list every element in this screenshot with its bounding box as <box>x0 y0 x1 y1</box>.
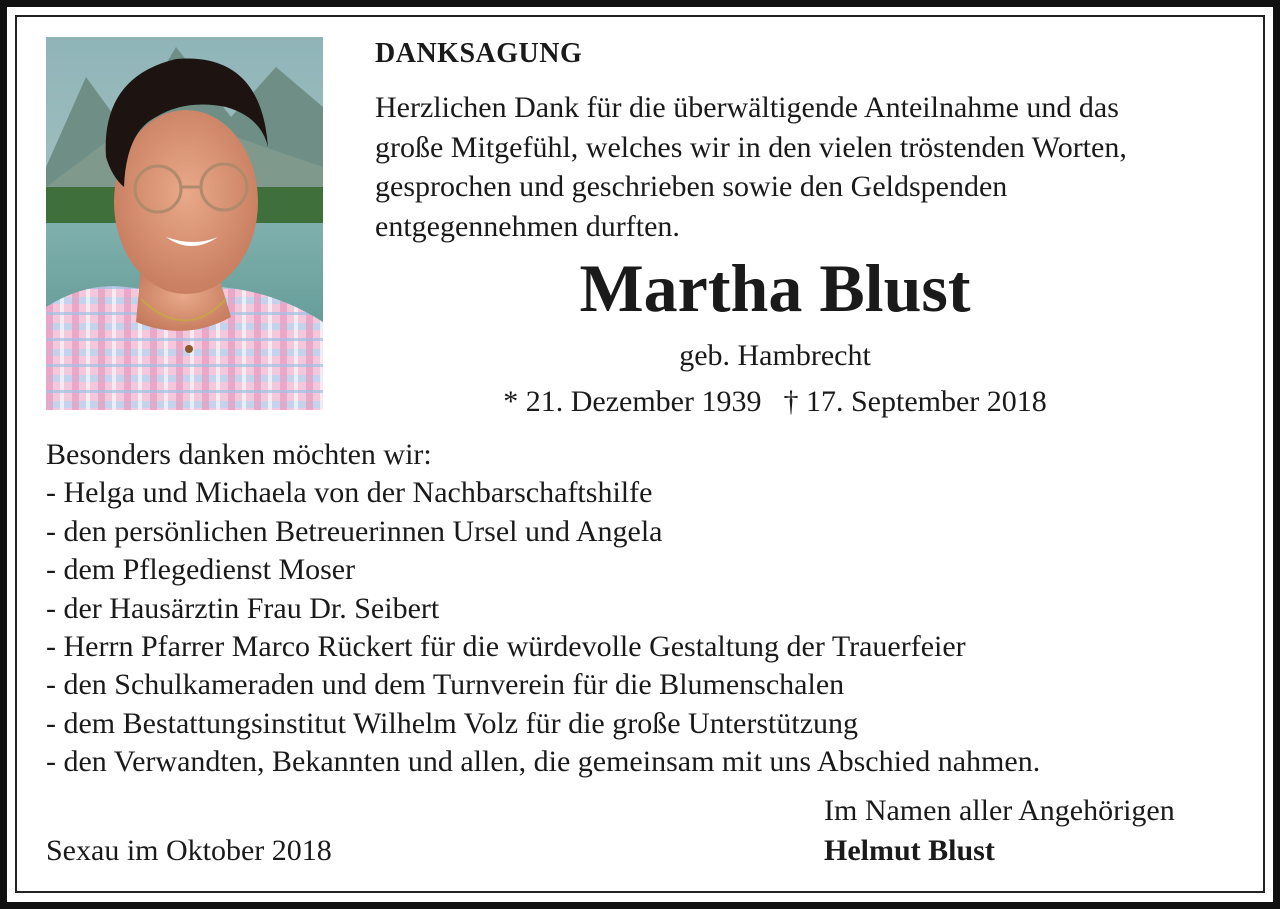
birth-date: * 21. Dezember 1939 <box>503 385 762 418</box>
thanks-item: - den Schulkameraden und dem Turnverein für die Blumenschalen <box>46 668 845 702</box>
thanks-item: - der Hausärztin Frau Dr. Seibert <box>46 591 440 625</box>
birth-name: geb. Hambrecht <box>679 339 871 372</box>
signoff-line: Im Namen aller Angehörigen <box>824 794 1175 827</box>
death-date: † 17. September 2018 <box>783 385 1047 418</box>
thanks-item: - dem Pflegedienst Moser <box>46 553 356 587</box>
thanks-item: - Herrn Pfarrer Marco Rückert für die würdevolle Gestaltung der Trauerfeier <box>46 630 966 664</box>
intro-line: große Mitgefühl, welches wir in den vielen tröstenden Worten, <box>375 130 1127 164</box>
place-date: Sexau im Oktober 2018 <box>46 834 332 867</box>
thanks-list <box>46 474 1246 781</box>
thanks-item: - Helga und Michaela von der Nachbarschaftshilfe <box>46 476 653 510</box>
portrait-photo <box>46 37 323 410</box>
life-dates <box>375 383 1175 421</box>
intro-line: gesprochen und geschrieben sowie den Geldspenden <box>375 170 1008 203</box>
thanks-section <box>46 436 1246 782</box>
thanks-item: - den Verwandten, Bekannten und allen, die gemeinsam mit uns Abschied nahmen. <box>46 745 1041 779</box>
thanks-intro: Besonders danken möchten wir: <box>46 438 432 471</box>
intro-text <box>375 88 1235 246</box>
thanks-item: - dem Bestattungsinstitut Wilhelm Volz für die große Unterstützung <box>46 706 859 740</box>
deceased-name: Martha Blust <box>579 250 971 326</box>
intro-line: Herzlichen Dank für die überwältigende Anteilnahme und das <box>375 91 1119 124</box>
signoff-block <box>824 791 1175 871</box>
notice-heading: DANKSAGUNG <box>375 38 583 69</box>
intro-line: entgegennehmen durften. <box>375 209 680 243</box>
signer-name: Helmut Blust <box>824 834 995 867</box>
thanks-item: - den persönlichen Betreuerinnen Ursel und Angela <box>46 514 663 548</box>
